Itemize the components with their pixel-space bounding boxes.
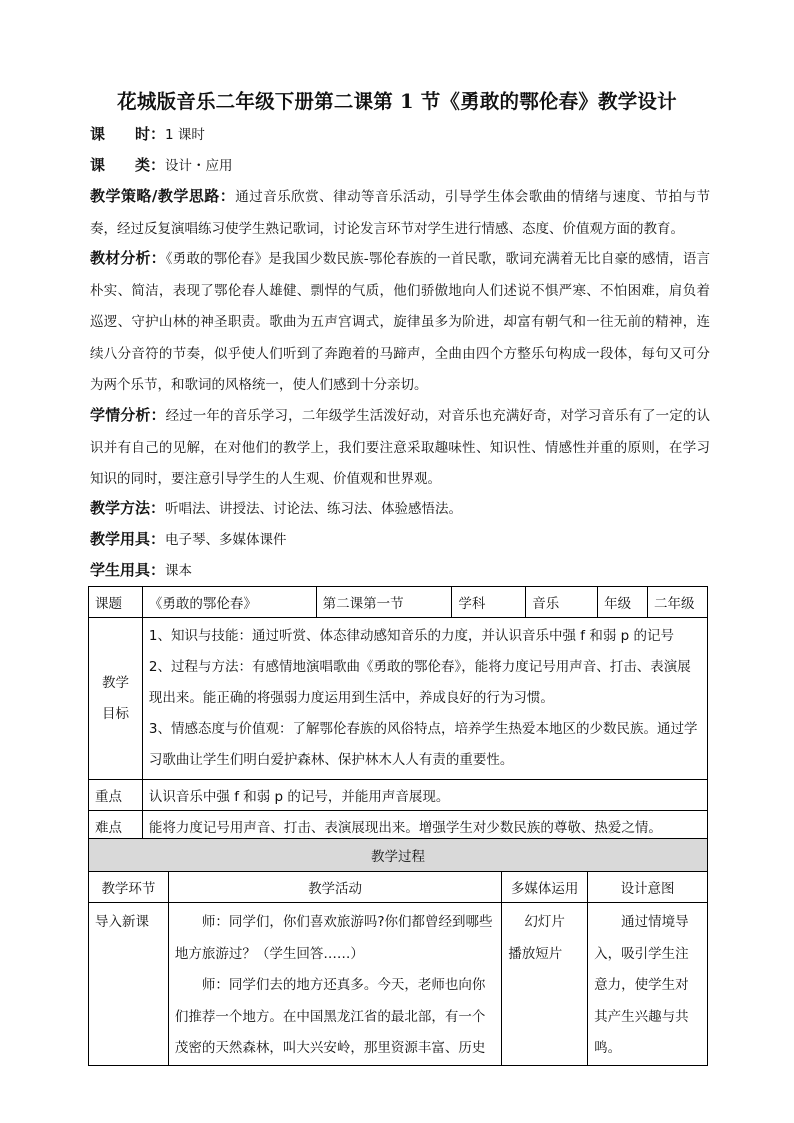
methods-label: 教学方法： [90,499,166,517]
intent-cell [588,903,708,1066]
goals-label [89,618,143,780]
hours-value: 1 课时 [165,127,205,143]
process-section-header: 教学过程 [89,839,708,872]
media-slides: 幻灯片 [524,914,565,930]
subject-value: 音乐 [526,587,598,618]
process-header-row [89,872,708,903]
goal-1: 1、知识与技能：通过听赏、体态律动感知音乐的力度，并认识音乐中强 f 和弱 p 的记号 [148,628,674,644]
difficulty-text: 能将力度记号用声音、打击、表演展现出来。增强学生对少数民族的尊敬、热爱之情。 [142,811,707,842]
goal-3: 3、情感态度与价值观：了解鄂伦春族的风俗特点，培养学生热爱本地区的少数民族。通过学习歌曲让学生们明白爱护森林、保护林木人人有责的重要性。 [148,721,698,768]
teaching-process-table [88,838,708,1066]
hours-label: 课 时： [90,125,166,143]
students-paragraph [90,400,710,496]
activity-paragraph-2: 师：同学们去的地方还真多。今天，老师也向你们推荐一个地方。在中国黑龙江省的最北部，有一个茂密的天然森林，叫大兴安岭，那里资源丰富、历史 [174,977,486,1056]
goals-row [89,618,708,780]
subject-label: 学科 [452,587,526,618]
grade-label: 年级 [598,587,648,618]
topic-value: 《勇敢的鄂伦春》 [142,587,316,618]
goals-label-line-2: 目标 [101,705,129,722]
goals-label-line-1: 教学 [101,674,129,691]
key-point-label: 重点 [89,780,143,811]
topic-label: 课题 [89,587,143,618]
lesson-info-table [88,586,708,842]
students-text: 经过一年的音乐学习，二年级学生活泼好动，对音乐也充满好奇，对学习音乐有了一定的认识并有自己的见解，在对他们的教学上，我们要注意采取趣味性、知识性、情感性并重的原则，在学习知识的同时，要注意引导学生的人生观、价值观和世界观。 [90,408,710,487]
hours-line [90,119,710,151]
student-tools-text: 课本 [165,563,193,579]
topic-row [89,587,708,618]
student-tools-line [90,555,710,587]
header-activity: 教学活动 [168,872,501,903]
activity-paragraph-1: 师：同学们，你们喜欢旅游吗?你们都曾经到哪些地方旅游过？（学生回答……） [174,914,493,962]
material-text: 《勇敢的鄂伦春》是我国少数民族-鄂伦春族的一首民歌，歌词充满着无比自豪的感情，语言朴实、简洁，表现了鄂伦春人雄健、剽悍的气质，他们骄傲地向人们述说不惧严寒、不怕困难，肩负着巡逻、守护山林的神圣职责。歌曲为五声宫调式，旋律虽多为阶进，却富有朝气和一往无前的精神，连续八分音符的节奏，似乎使人们听到了奔跑着的马蹄声，全曲由四个方整乐句构成一段体，每句又可分为两个乐节，和歌词的风格统一，使人们感到十分亲切。 [90,251,710,393]
students-label: 学情分析： [90,406,166,424]
goals-content [142,618,707,780]
lesson-value: 第二课第一节 [316,587,452,618]
document-title: 花城版音乐二年级下册第二课第 1 节《勇敢的鄂伦春》教学设计 [117,90,677,113]
type-line [90,150,710,182]
difficulty-label: 难点 [89,811,143,842]
tools-text: 电子琴、多媒体课件 [165,532,287,548]
intent-text: 通过情境导入，吸引学生注意力，使学生对其产生兴趣与共鸣。 [594,914,689,1056]
methods-line [90,493,710,525]
difficulty-row [89,811,708,842]
activity-cell [168,903,501,1066]
goal-2: 2、过程与方法：有感情地演唱歌曲《勇敢的鄂伦春》，能将力度记号用声音、打击、表演展现出来。能正确的将强弱力度运用到生活中，养成良好的行为习惯。 [148,659,691,706]
methods-text: 听唱法、讲授法、讨论法、练习法、体验感悟法。 [165,501,463,517]
strategy-paragraph [90,181,710,245]
material-paragraph [90,243,710,402]
type-label: 课 类： [90,156,166,174]
key-point-row [89,780,708,811]
tools-line [90,524,710,556]
strategy-label: 教学策略/教学思路： [90,187,236,205]
stage-cell: 导入新课 [89,903,169,1066]
material-label: 教材分析： [90,249,166,267]
key-point-text: 认识音乐中强 f 和弱 p 的记号，并能用声音展现。 [142,780,707,811]
student-tools-label: 学生用具： [90,561,166,579]
type-value: 设计・应用 [165,158,233,174]
header-media: 多媒体运用 [502,872,588,903]
tools-label: 教学用具： [90,530,166,548]
media-video: 播放短片 [508,945,563,962]
header-intent: 设计意图 [588,872,708,903]
grade-value: 二年级 [648,587,708,618]
process-row-intro [89,903,708,1066]
strategy-text: 通过音乐欣赏、律动等音乐活动，引导学生体会歌曲的情绪与速度、节拍与节奏，经过反复演唱练习使学生熟记歌词，讨论发言环节对学生进行情感、态度、价值观方面的教育。 [90,189,711,237]
media-cell [502,903,588,1066]
header-stage: 教学环节 [89,872,169,903]
